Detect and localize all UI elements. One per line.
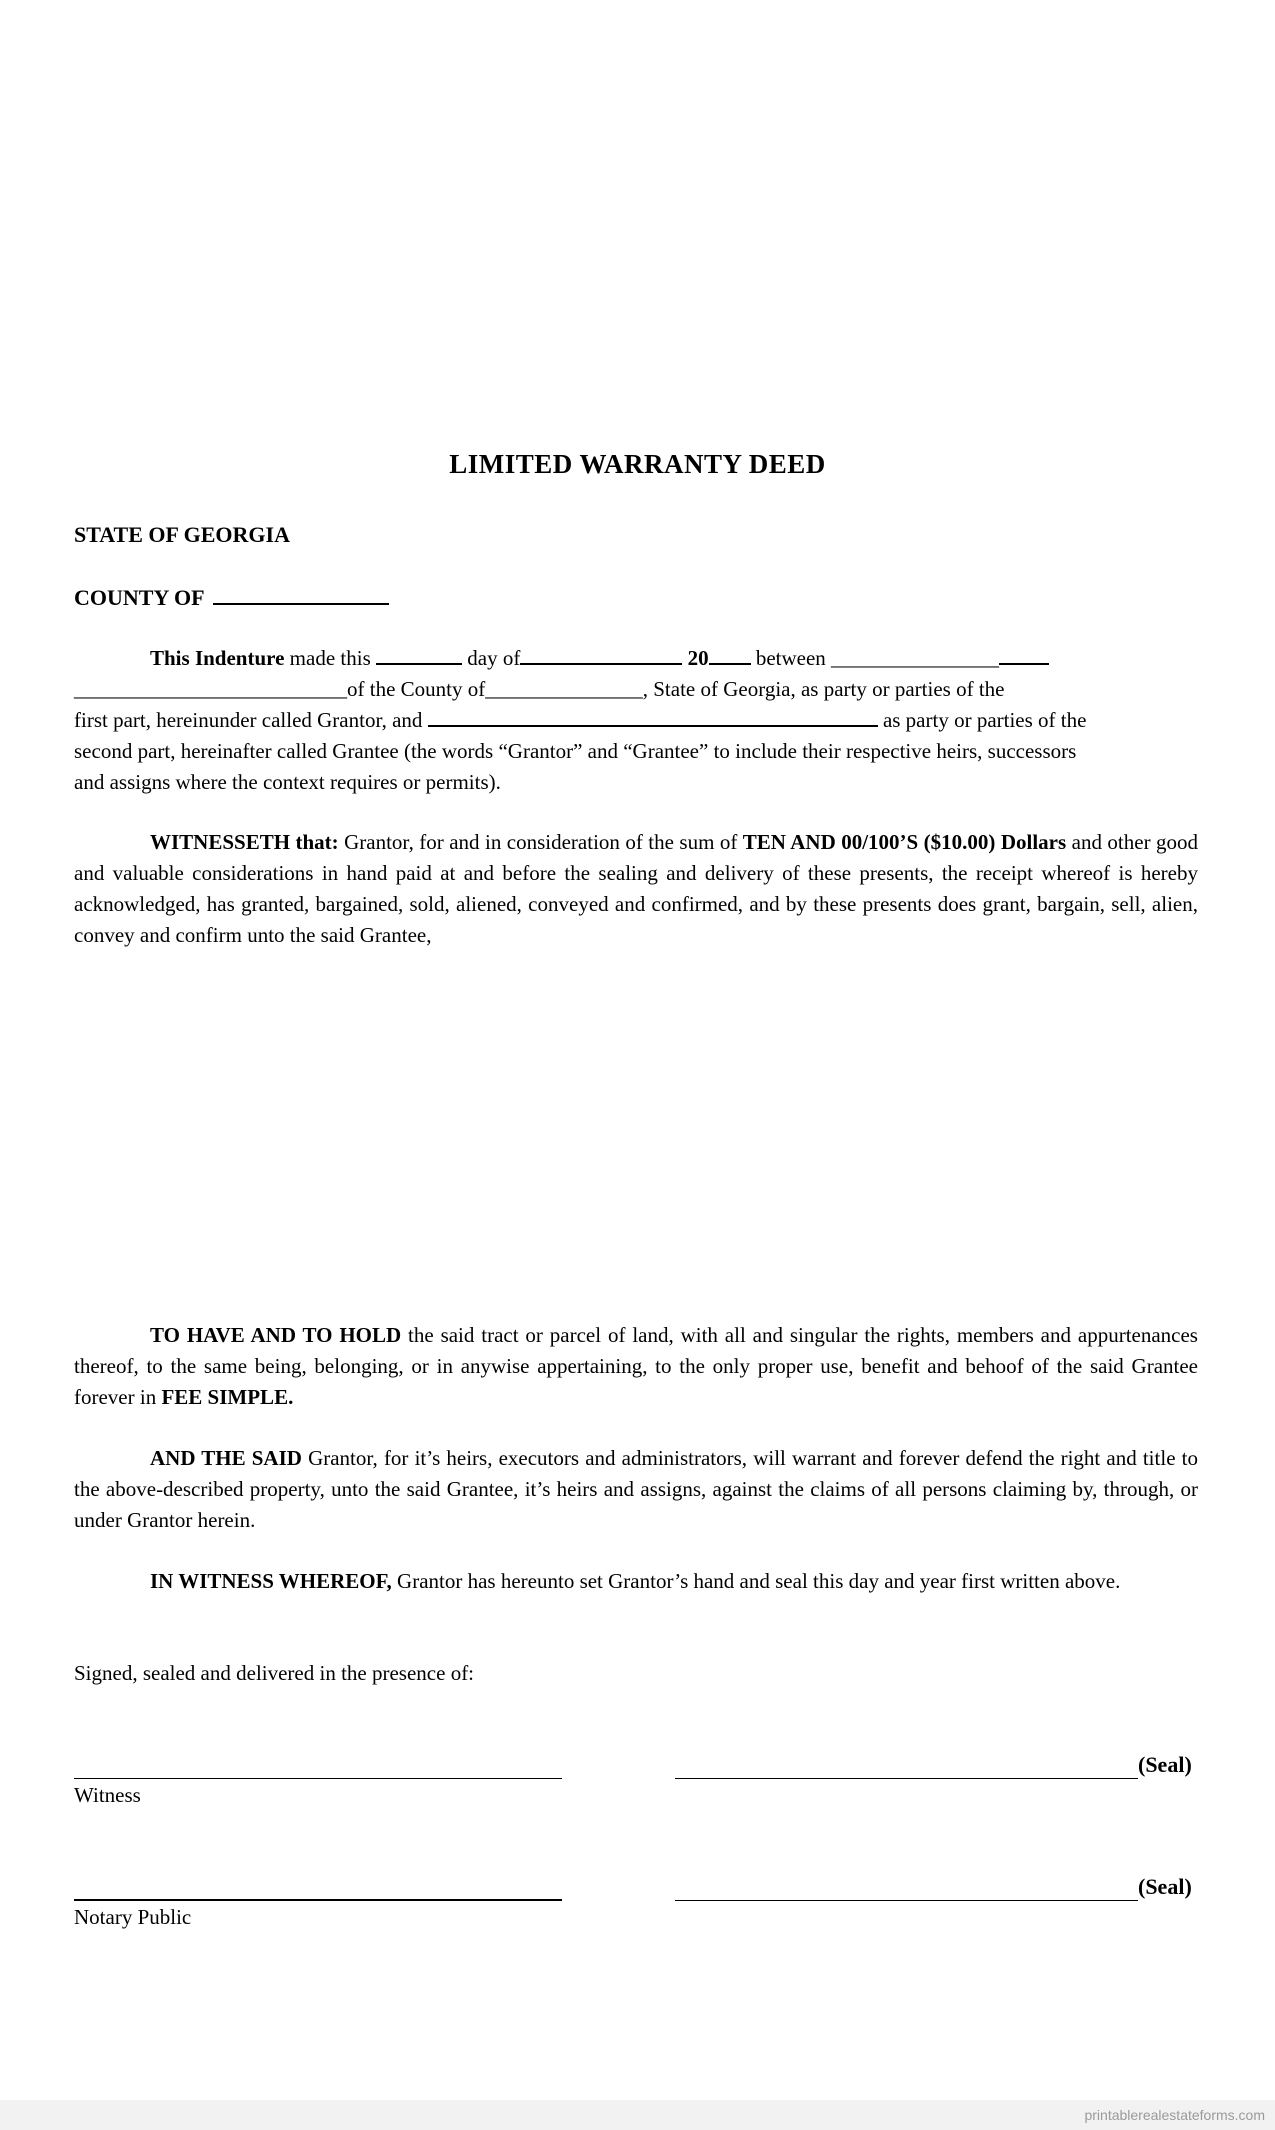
grantor-line-blank[interactable]: __________________________	[74, 677, 347, 701]
indenture-line-2	[74, 674, 1198, 705]
indenture-day-of: day of	[462, 646, 521, 670]
witness-label: Witness	[74, 1783, 141, 1807]
indenture-paragraph	[74, 643, 1198, 798]
witnesseth-paragraph	[74, 827, 1198, 951]
in-witness-text: Grantor has hereunto set Grantor’s hand and seal this day and year first written above.	[391, 1569, 1121, 1593]
notary-label: Notary Public	[74, 1905, 192, 1929]
county-heading	[74, 583, 389, 611]
fee-simple: FEE SIMPLE.	[161, 1385, 294, 1409]
to-have-paragraph	[74, 1320, 1198, 1413]
legal-description-area[interactable]	[74, 960, 1198, 1310]
county-label: COUNTY OF	[74, 585, 204, 610]
grantor-name-blank[interactable]: ________________	[831, 646, 1000, 670]
and-the-said-lead: AND THE SAID	[150, 1446, 302, 1470]
county-blank[interactable]	[213, 583, 389, 605]
footer-watermark: printablerealestateforms.com	[1084, 2107, 1265, 2123]
indenture-between: between	[750, 646, 832, 670]
in-witness-lead: IN WITNESS WHEREOF,	[150, 1569, 392, 1593]
indenture-state-part: , State of Georgia, as party or parties of the	[642, 677, 1005, 701]
indenture-of-county: of the County of	[347, 677, 486, 701]
witnesseth-amount: TEN AND 00/100’S ($10.00) Dollars	[742, 830, 1067, 854]
indenture-line-3	[74, 705, 1198, 736]
seal-label-1: (Seal)	[1138, 1752, 1192, 1777]
grantee-name-blank[interactable]	[428, 705, 878, 727]
indenture-year-prefix: 20	[682, 646, 709, 670]
signed-sealed-text: Signed, sealed and delivered in the presence of:	[74, 1661, 475, 1685]
indenture-line-4: second part, hereinafter called Grantee (the words “Grantor” and “Grantee” to include their respective heirs, successors	[74, 739, 1077, 763]
to-have-text: the said tract or parcel of land, with all and singular the rights, members and appurtenances thereof, to the same being, belonging, or in anywise appertaining, to the only proper use, benefit and behoof of the said Grantee forever in	[74, 1323, 1198, 1409]
to-have-lead: TO HAVE AND TO HOLD	[150, 1323, 402, 1347]
grantor-name-blank-extension[interactable]	[999, 643, 1049, 665]
grantor-county-blank[interactable]: _______________	[485, 677, 643, 701]
year-blank[interactable]	[709, 643, 751, 665]
witnesseth-text-2: and other good and valuable considerations in hand paid at and before the sealing and delivery of these presents, the receipt whereof is hereby acknowledged, has granted, bargained, sold, aliened, conveyed and confirmed, and by these presents does grant, bargain, sell, alien, convey and confirm unto the said Grantee,	[74, 830, 1199, 947]
in-witness-paragraph	[74, 1566, 1198, 1597]
witness-signature-line[interactable]	[74, 1778, 562, 1779]
grantor-signature-line-1[interactable]	[675, 1778, 1138, 1779]
and-the-said-text: Grantor, for it’s heirs, executors and administrators, will warrant and forever defend the right and title to the above-described property, unto the said Grantee, it’s heirs and assigns, against the claims of all persons claiming by, through, or under Grantor herein.	[74, 1446, 1198, 1532]
indenture-line-5: and assigns where the context requires or permits).	[74, 770, 501, 794]
state-heading: STATE OF GEORGIA	[74, 522, 290, 547]
seal-label-2: (Seal)	[1138, 1874, 1192, 1899]
grantor-signature-line-2[interactable]	[675, 1900, 1138, 1901]
indenture-made-this: made this	[284, 646, 376, 670]
witnesseth-text-1: Grantor, for and in consideration of the sum of	[338, 830, 743, 854]
and-the-said-paragraph	[74, 1443, 1198, 1536]
month-blank[interactable]	[520, 643, 682, 665]
indenture-party-second: as party or parties of the	[877, 708, 1087, 732]
indenture-lead: This Indenture	[150, 646, 285, 670]
indenture-line-1	[74, 643, 1198, 674]
document-title: LIMITED WARRANTY DEED	[449, 449, 826, 479]
witnesseth-lead: WITNESSETH that:	[150, 830, 339, 854]
day-blank[interactable]	[376, 643, 462, 665]
notary-signature-line[interactable]	[74, 1899, 562, 1901]
indenture-grantor-called: first part, hereinunder called Grantor, and	[74, 708, 428, 732]
